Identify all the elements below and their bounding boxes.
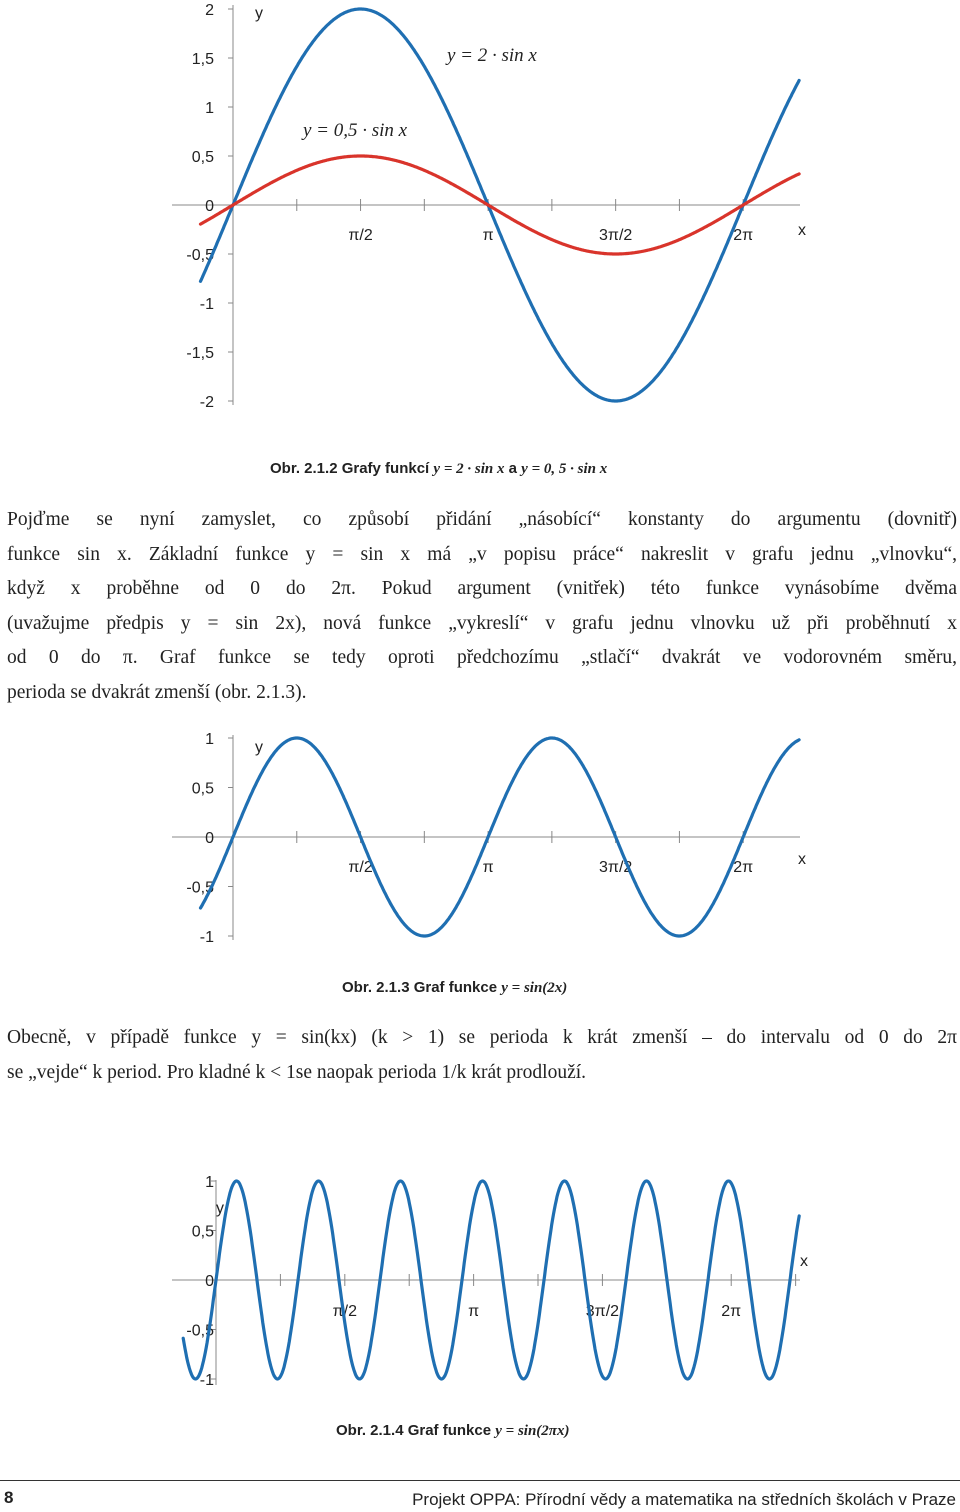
paragraph-2: [7, 1021, 957, 1090]
chart-sin-2pix: [0, 1160, 960, 1410]
paragraph-line: funkce sin x. Základní funkce y = sin x má „v popisu práce“ nakreslit v grafu jednu „vlnovku“,: [7, 543, 957, 565]
x-tick-label: π/2: [332, 1303, 358, 1320]
x-tick-label: π/2: [348, 227, 373, 244]
x-tick-label: 2π: [733, 227, 754, 244]
y-axis-label: y: [216, 1200, 224, 1217]
x-tick-label: 3π/2: [599, 859, 633, 876]
caption-prefix: Obr. 2.1.2 Grafy funkcí: [270, 460, 434, 477]
paragraph-line: Pojďme se nyní zamyslet, co způsobí přidání „násobící“ konstanty do argumentu (dovnitř): [7, 509, 957, 530]
caption-figure-2-1-4: [336, 1422, 569, 1440]
caption-math-2: y = 0, 5 · sin x: [521, 461, 608, 477]
page-number: 8: [4, 1488, 14, 1507]
x-tick-label: 3π/2: [599, 227, 633, 244]
x-tick-label: π: [482, 859, 494, 876]
y-tick-label: -2: [199, 394, 214, 411]
x-tick-label: 2π: [721, 1303, 742, 1320]
caption-mid: a: [504, 460, 522, 477]
chart-sin-amplitude: [0, 0, 960, 440]
y-tick-label: 1,5: [191, 51, 214, 68]
caption-math-1: y = 2 · sin x: [433, 461, 505, 477]
x-tick-label: π: [482, 227, 494, 244]
caption-prefix: Obr. 2.1.3 Graf funkce: [342, 979, 502, 996]
paragraph-line: se „vejde“ k period. Pro kladné k < 1se naopak perioda 1/k krát prodlouží.: [7, 1061, 587, 1083]
paragraph-line: (uvažujme předpis y = sin 2x), nová funkce „vykreslí“ v grafu jednu vlnovku už při proběhnutí x: [7, 612, 957, 634]
y-tick-label: 0,5: [191, 149, 214, 166]
paragraph-line: když x proběhne od 0 do 2π. Pokud argument (vnitřek) této funkce vynásobíme dvěma: [7, 578, 957, 599]
y-axis-label: y: [255, 739, 263, 756]
x-axis-label: x: [798, 851, 806, 868]
y-tick-label: 1: [205, 1174, 214, 1191]
caption-figure-2-1-2: [270, 460, 607, 478]
footer-rule: [0, 1480, 960, 1481]
y-tick-label: 1: [205, 100, 214, 117]
y-tick-label: -0,5: [186, 879, 214, 897]
annotation-2sinx: y = 2 · sin x: [447, 45, 537, 66]
y-tick-label: 0: [205, 1273, 214, 1290]
x-axis-label: x: [800, 1253, 808, 1270]
y-tick-label: 0,5: [191, 1223, 214, 1241]
figure-2-1-4: [0, 1160, 960, 1410]
x-tick-label: 2π: [733, 859, 754, 876]
y-tick-label: -1,5: [186, 345, 214, 362]
y-tick-label: -0,5: [186, 1322, 214, 1340]
y-tick-label: -1: [199, 1372, 214, 1389]
y-tick-label: -1: [199, 296, 214, 313]
y-axis-label: y: [255, 5, 263, 22]
footer-text: Projekt OPPA: Přírodní vědy a matematika na středních školách v Praze: [412, 1490, 956, 1509]
figure-2-1-3: [0, 720, 960, 960]
y-tick-label: -1: [199, 929, 214, 946]
paragraph-line: od 0 do π. Graf funkce se tedy oproti předchozímu „stlačí“ dvakrát ve vodorovném směru,: [7, 647, 957, 668]
annotation-05sinx: y = 0,5 · sin x: [303, 120, 408, 141]
caption-figure-2-1-3: [342, 979, 567, 997]
paragraph-1: [7, 503, 957, 710]
x-tick-label: 3π/2: [585, 1303, 620, 1320]
caption-math: y = sin(2πx): [495, 1423, 570, 1439]
y-tick-label: 0: [205, 198, 214, 215]
y-tick-label: 0: [205, 830, 214, 847]
paragraph-line: perioda se dvakrát zmenší (obr. 2.1.3).: [7, 681, 307, 703]
x-tick-label: π/2: [348, 859, 373, 876]
x-tick-label: π: [468, 1303, 480, 1320]
paragraph-line: Obecně, v případě funkce y = sin(kx) (k > 1) se perioda k krát zmenší – do intervalu od 0 do 2π: [7, 1027, 957, 1048]
chart-sin-2x: [0, 720, 960, 960]
caption-prefix: Obr. 2.1.4 Graf funkce: [336, 1422, 496, 1439]
caption-math: y = sin(2x): [501, 980, 568, 996]
y-tick-label: 2: [205, 2, 214, 19]
y-tick-label: 0,5: [191, 780, 214, 798]
x-axis-label: x: [798, 222, 806, 239]
figure-2-1-2: [0, 0, 960, 440]
y-tick-label: 1: [205, 731, 214, 748]
y-tick-label: -0,5: [186, 247, 214, 264]
